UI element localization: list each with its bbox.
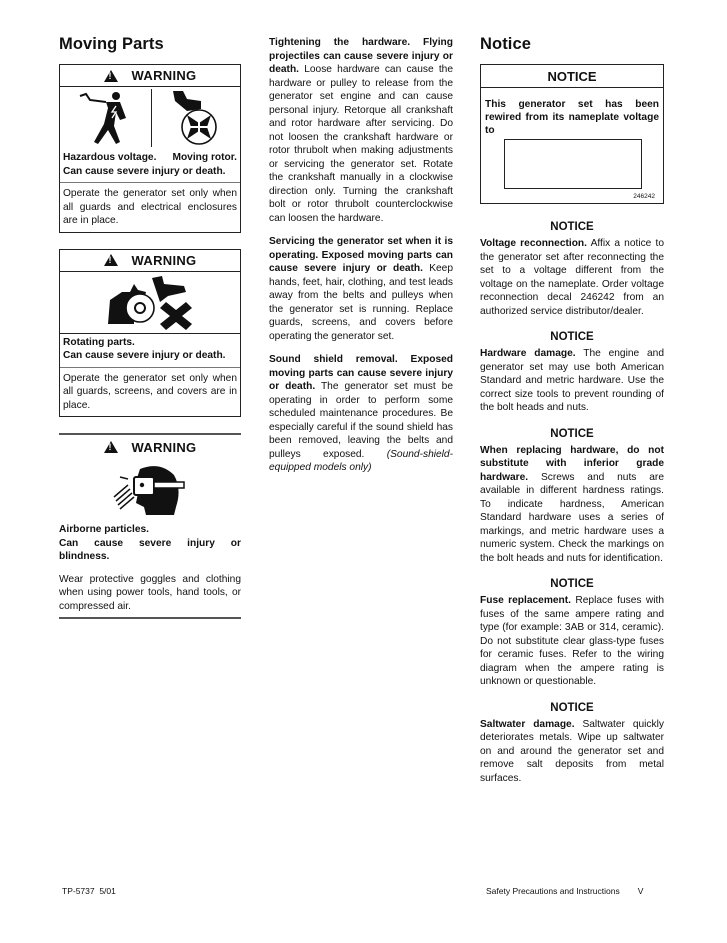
airborne-particles-icon: [59, 459, 241, 521]
notice-voltage-reconnection: [480, 220, 664, 318]
notice-lead: Hardware damage.: [480, 348, 576, 359]
footer-doc-id: TP-5737 5/01: [62, 886, 116, 896]
paragraph-text: Keep hands, feet, hair, clothing, and test leads away from the belts and pulleys when the generator set is running. Replace guards, screens, and covers before operating the generator set.: [269, 263, 453, 342]
footer-section: [486, 886, 643, 896]
notice-heading: NOTICE: [550, 701, 594, 714]
notice-text: Replace fuses with fuses of the same ampere rating and type (for example: 3AB or 314, ceramic). Do not substitute clear glass-type fuses for ceramic fuses. Refer to the wiring diagram when the ampere rating is unknown or questionable.: [480, 595, 664, 687]
notice-decal-header: NOTICE: [481, 65, 663, 88]
paragraph-lead: Servicing the generator set when it is operating. Exposed moving parts can cause severe injury or death.: [269, 236, 453, 274]
warning-pictograms: [60, 87, 240, 149]
notice-fuse-replacement: [480, 577, 664, 689]
notice-lead: Saltwater damage.: [480, 718, 575, 730]
paragraph-text: The generator set must be operating in order to perform some scheduled maintenance procedures. Be especially careful if the sound shield has been removed, leaving the belts and pulleys exposed.: [269, 381, 453, 460]
notice-lead: Voltage reconnection.: [480, 238, 587, 249]
hazard-title: [63, 151, 237, 165]
notice-text: Screws and nuts are available in different hardness ratings. To indicate hardness, American Standard hardware uses a series of markings, and metric hardware uses a numeric system. Check the markings on the bolt heads and nuts for identification.: [480, 471, 664, 564]
notice-lead: Fuse replacement.: [480, 595, 572, 606]
divider: [60, 182, 240, 183]
rotating-parts-icon: [59, 272, 241, 334]
page-number: V: [637, 886, 644, 896]
warning-label: WARNING: [131, 252, 197, 268]
electric-shock-icon: [60, 87, 151, 149]
warning-box-rotating-parts: [59, 249, 241, 418]
hazard-title: Airborne particles.: [59, 524, 150, 535]
warning-header: [60, 65, 240, 87]
hazard-consequence: Can cause severe injury or death.: [63, 350, 226, 361]
notice-lead: When replacing hardware, do not substitute with inferior grade hardware.: [480, 444, 664, 483]
notice-text: The engine and generator set may use both American Standard and metric hardware. Use the correct size tools to prevent rounding of the bolt heads and nuts.: [480, 348, 665, 413]
warning-triangle-icon: [104, 70, 118, 82]
warning-triangle-icon: [104, 254, 118, 266]
hazard-voltage-text: Hazardous voltage.: [63, 152, 157, 163]
paragraph-sound-shield-removal: [269, 353, 453, 475]
hazard-rotor-text: Moving rotor.: [172, 152, 237, 163]
hazard-consequence: Can cause severe injury or blindness.: [59, 537, 241, 562]
voltage-write-in-field: [504, 139, 642, 189]
warning-triangle-icon: [104, 441, 118, 453]
warning-header: [60, 250, 240, 272]
warning-box-voltage-rotor: [59, 64, 241, 233]
section-title-notice: Notice: [480, 35, 532, 53]
paragraph-text: Loose hardware can cause the hardware or pulley to release from the generator set engine and can cause personal injury. Retorque all crankshaft and rotor hardware after servicing. Do not loosen the crankshaft hardware or rotor thrubolt when making adjustments or servicing the generator set. Rotate the crankshaft manually in a clockwise direction only. Turning the crankshaft bolt or rotor thrubolt counterclockwise can loosen the hardware.: [269, 64, 453, 224]
hazard-instruction: Wear protective goggles and clothing when using power tools, hand tools, or compressed air.: [59, 573, 241, 612]
notice-heading: NOTICE: [550, 578, 594, 590]
notice-text: Saltwater quickly deteriorates metals. Wipe up saltwater on and around the generator set and remove salt deposits from metal surfaces.: [480, 718, 664, 784]
paragraph-tightening-hardware: [269, 36, 453, 225]
paragraph-lead: Sound shield removal. Exposed moving parts can cause severe injury or death.: [269, 354, 453, 392]
divider: [59, 568, 241, 569]
hazard-instruction: Operate the generator set only when all guards and electrical enclosures are in place.: [63, 188, 237, 226]
notice-decal-body: [481, 88, 663, 203]
notice-decal-box: [480, 64, 664, 204]
warning-label: WARNING: [131, 439, 197, 455]
column-hardware-safety: [269, 36, 453, 485]
section-title-moving-parts: Moving Parts: [59, 35, 164, 53]
notice-saltwater-damage: [480, 701, 664, 786]
decal-number: 246242: [633, 193, 655, 200]
notice-replacing-hardware: [480, 427, 664, 566]
warning-body: [60, 149, 240, 232]
paragraph-note: (Sound-shield-equipped models only): [269, 448, 453, 473]
column-moving-parts: [59, 34, 241, 635]
warning-label: WARNING: [131, 68, 197, 83]
notice-text: Affix a notice to the generator set after reconnecting the set to a voltage different from the voltage on the nameplate. Order voltage reconnection decal 246242 from an authorized service distributor/dealer.: [480, 238, 664, 317]
warning-box-airborne-particles: [59, 433, 241, 619]
paragraph-servicing-operating: [269, 235, 453, 343]
notice-heading: NOTICE: [550, 331, 594, 343]
paragraph-lead: Tightening the hardware. Flying projectiles can cause severe injury or death.: [269, 37, 453, 75]
hazard-consequence: Can cause severe injury or death.: [63, 165, 226, 177]
notice-hardware-damage: [480, 330, 664, 415]
column-notice: [480, 34, 664, 797]
moving-rotor-icon: [152, 87, 240, 149]
warning-body: [59, 521, 241, 617]
divider: [60, 367, 240, 368]
warning-body: [60, 334, 240, 417]
notice-decal-text: This generator set has been rewired from its nameplate voltage to: [485, 99, 659, 136]
footer-section-title: Safety Precautions and Instructions: [486, 886, 620, 896]
hazard-title: Rotating parts.: [63, 336, 135, 348]
notice-heading: NOTICE: [550, 427, 594, 440]
warning-header: [59, 435, 241, 459]
hazard-instruction: Operate the generator set only when all guards, screens, and covers are in place.: [63, 372, 237, 411]
notice-heading: NOTICE: [550, 221, 594, 233]
